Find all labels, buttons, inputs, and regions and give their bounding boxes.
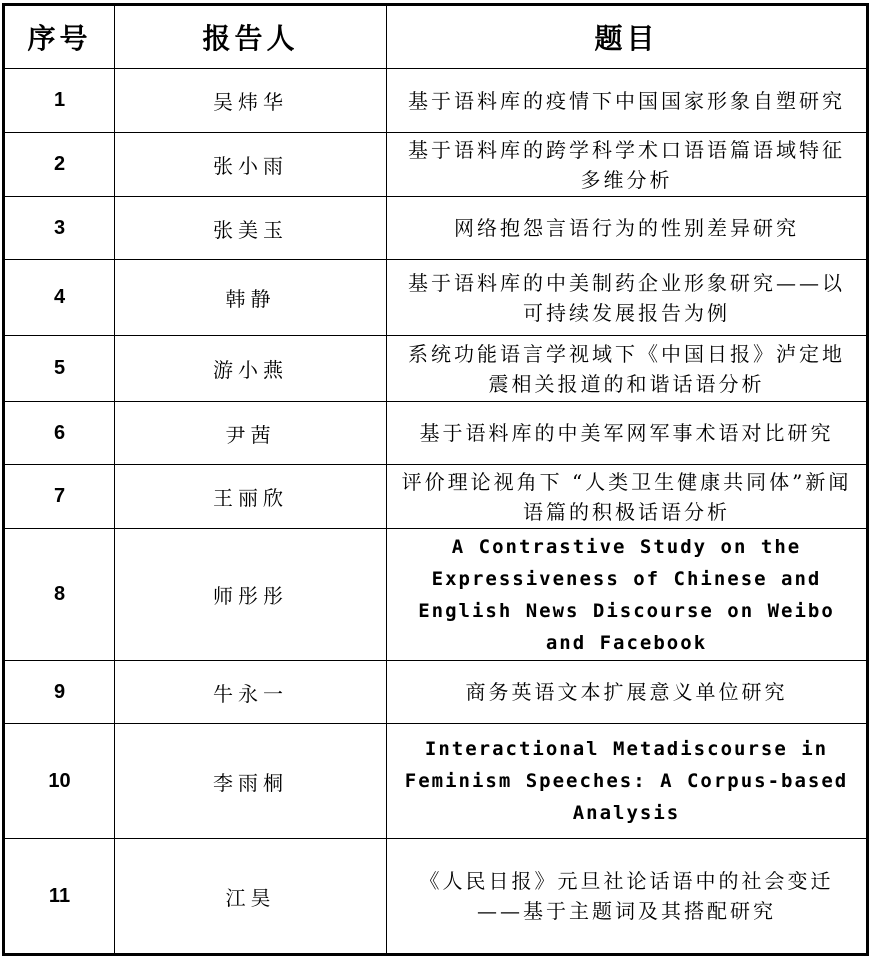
table-row (5, 839, 867, 954)
row-speaker: 尹茜 (115, 402, 387, 465)
row-number: 5 (5, 336, 115, 402)
row-speaker: 李雨桐 (115, 724, 387, 839)
row-speaker: 韩静 (115, 260, 387, 336)
table-row (5, 529, 867, 661)
header-number: 序号 (5, 6, 115, 69)
table-row (5, 724, 867, 839)
row-title (387, 197, 867, 260)
schedule-table-frame (2, 3, 869, 956)
row-speaker: 王丽欣 (115, 465, 387, 529)
row-title (387, 529, 867, 661)
row-title-text: 系统功能语言学视域下《中国日报》泸定地震相关报道的和谐话语分析 (408, 341, 845, 396)
row-title (387, 724, 867, 839)
row-title (387, 69, 867, 133)
table-row (5, 260, 867, 336)
row-number: 1 (5, 69, 115, 133)
row-title (387, 661, 867, 724)
table-row (5, 661, 867, 724)
row-speaker: 游小燕 (115, 336, 387, 402)
row-number: 3 (5, 197, 115, 260)
row-number: 4 (5, 260, 115, 336)
row-title-text: 商务英语文本扩展意义单位研究 (465, 680, 788, 704)
row-title (387, 260, 867, 336)
row-number: 11 (5, 839, 115, 954)
table-row (5, 133, 867, 197)
row-title-text: 基于语料库的中美军网军事术语对比研究 (419, 421, 834, 445)
row-title (387, 465, 867, 529)
row-title-text: 网络抱怨言语行为的性别差异研究 (454, 216, 799, 240)
table-header-row (5, 6, 867, 69)
row-speaker: 师彤彤 (115, 529, 387, 661)
row-title-text: Interactional Metadiscourse in Feminism Speeches: A Corpus-based Analysis (404, 738, 849, 824)
table-row (5, 69, 867, 133)
row-number: 7 (5, 465, 115, 529)
row-title-text: 《人民日报》元旦社论话语中的社会变迁——基于主题词及其搭配研究 (419, 869, 834, 923)
header-speaker: 报告人 (115, 6, 387, 69)
header-title: 题目 (387, 6, 867, 69)
table-row (5, 465, 867, 529)
row-title-text: 基于语料库的跨学科学术口语语篇语域特征多维分析 (408, 137, 845, 192)
table-row (5, 197, 867, 260)
row-number: 2 (5, 133, 115, 197)
row-speaker: 牛永一 (115, 661, 387, 724)
row-title (387, 133, 867, 197)
row-speaker: 张小雨 (115, 133, 387, 197)
row-title-text: 基于语料库的疫情下中国国家形象自塑研究 (408, 88, 845, 113)
row-title (387, 402, 867, 465)
row-title-text: A Contrastive Study on the Expressiveness of Chinese and English News Discourse on Weibo and Facebook (418, 535, 835, 654)
row-title-text: 基于语料库的中美制药企业形象研究——以可持续发展报告为例 (408, 270, 845, 325)
table-row (5, 336, 867, 402)
presentation-schedule-table (4, 5, 867, 954)
row-title (387, 336, 867, 402)
row-title (387, 839, 867, 954)
row-number: 8 (5, 529, 115, 661)
row-speaker: 江昊 (115, 839, 387, 954)
table-row (5, 402, 867, 465)
row-speaker: 张美玉 (115, 197, 387, 260)
row-speaker: 吴炜华 (115, 69, 387, 133)
row-number: 6 (5, 402, 115, 465)
row-number: 9 (5, 661, 115, 724)
row-title-text: 评价理论视角下 “人类卫生健康共同体”新闻语篇的积极话语分析 (401, 469, 852, 524)
row-number: 10 (5, 724, 115, 839)
